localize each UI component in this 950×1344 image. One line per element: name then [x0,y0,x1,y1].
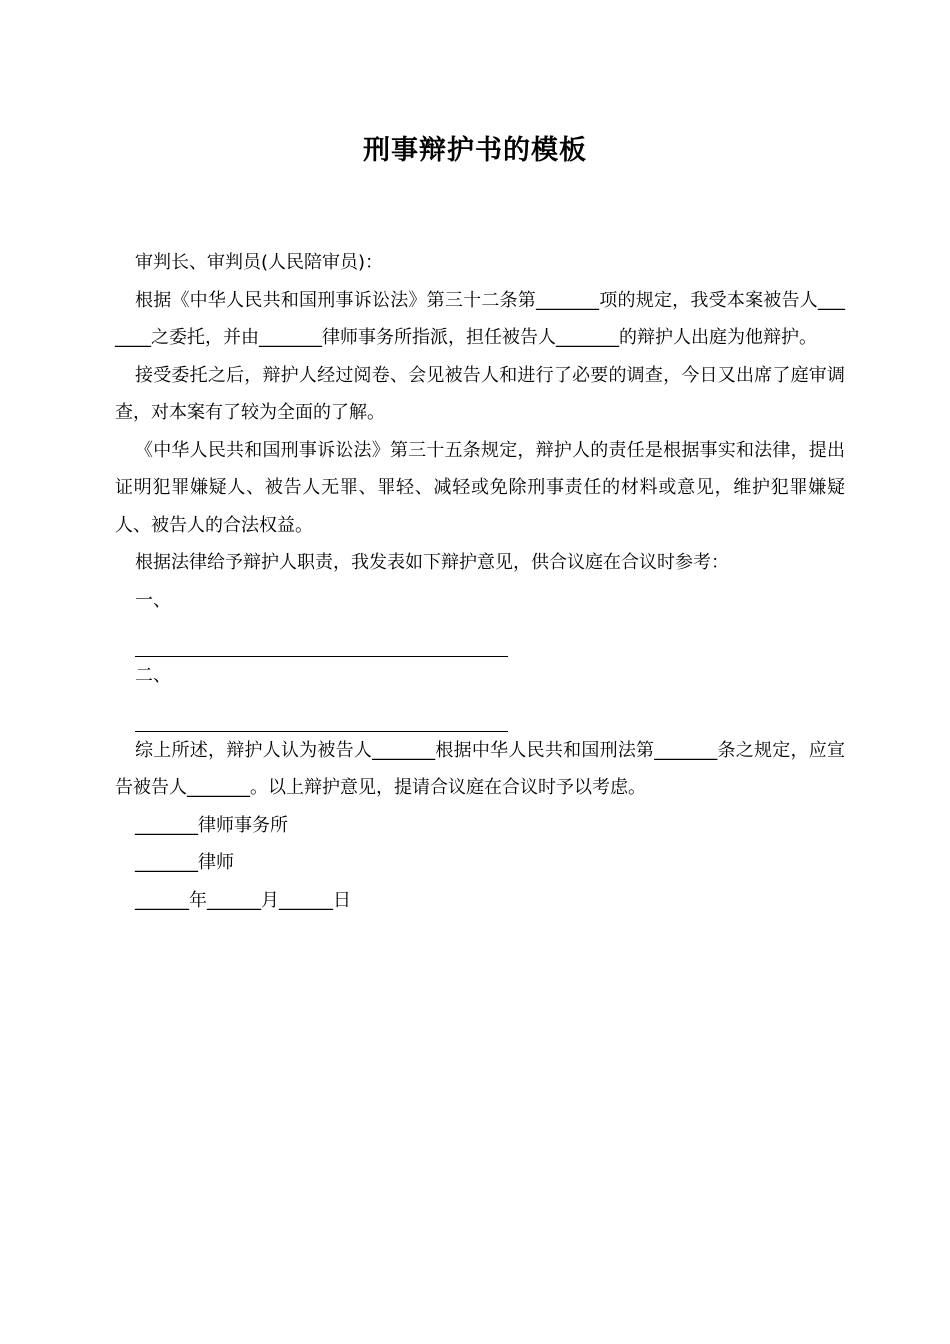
opinion-1-blank-line [135,630,508,657]
document-body [115,244,845,919]
paragraph-conclusion: 综上所述，辩护人认为被告人_______根据中华人民共和国刑法第_______条之规定，应宣告被告人_______。以上辩护意见，提请合议庭在合议时予以考虑。 [115,739,845,798]
paragraph-authorization: 根据《中华人民共和国刑事诉讼法》第三十二条第_______项的规定，我受本案被告人_______之委托，并由_______律师事务所指派，担任被告人_______的辩护人出庭为他辩护。 [115,289,845,348]
opinion-2-blank-row [115,694,845,732]
document-title: 刑事辩护书的模板 [363,135,587,166]
salutation: 审判长、审判员(人民陪审员)： [135,252,384,273]
opinion-1-blank-row [115,619,845,657]
paragraph-investigation: 接受委托之后，辩护人经过阅卷、会见被告人和进行了必要的调查，今日又出席了庭审调查，对本案有了较为全面的了解。 [115,364,845,423]
signature-firm: _______律师事务所 [135,814,288,836]
paragraph-legal-basis: 《中华人民共和国刑事诉讼法》第三十五条规定，辩护人的责任是根据事实和法律，提出证明犯罪嫌疑人、被告人无罪、罪轻、减轻或免除刑事责任的材料或意见，维护犯罪嫌疑人、被告人的合法权益。 [115,439,845,536]
paragraph-opinion-intro: 根据法律给予辩护人职责，我发表如下辩护意见，供合议庭在合议时参考： [135,552,729,573]
opinion-2-label: 二、 [135,664,171,686]
opinion-2-blank-line [135,705,508,732]
signature-date: ______年______月______日 [135,889,351,911]
signature-lawyer: _______律师 [135,852,234,873]
opinion-1-label: 一、 [135,589,171,611]
